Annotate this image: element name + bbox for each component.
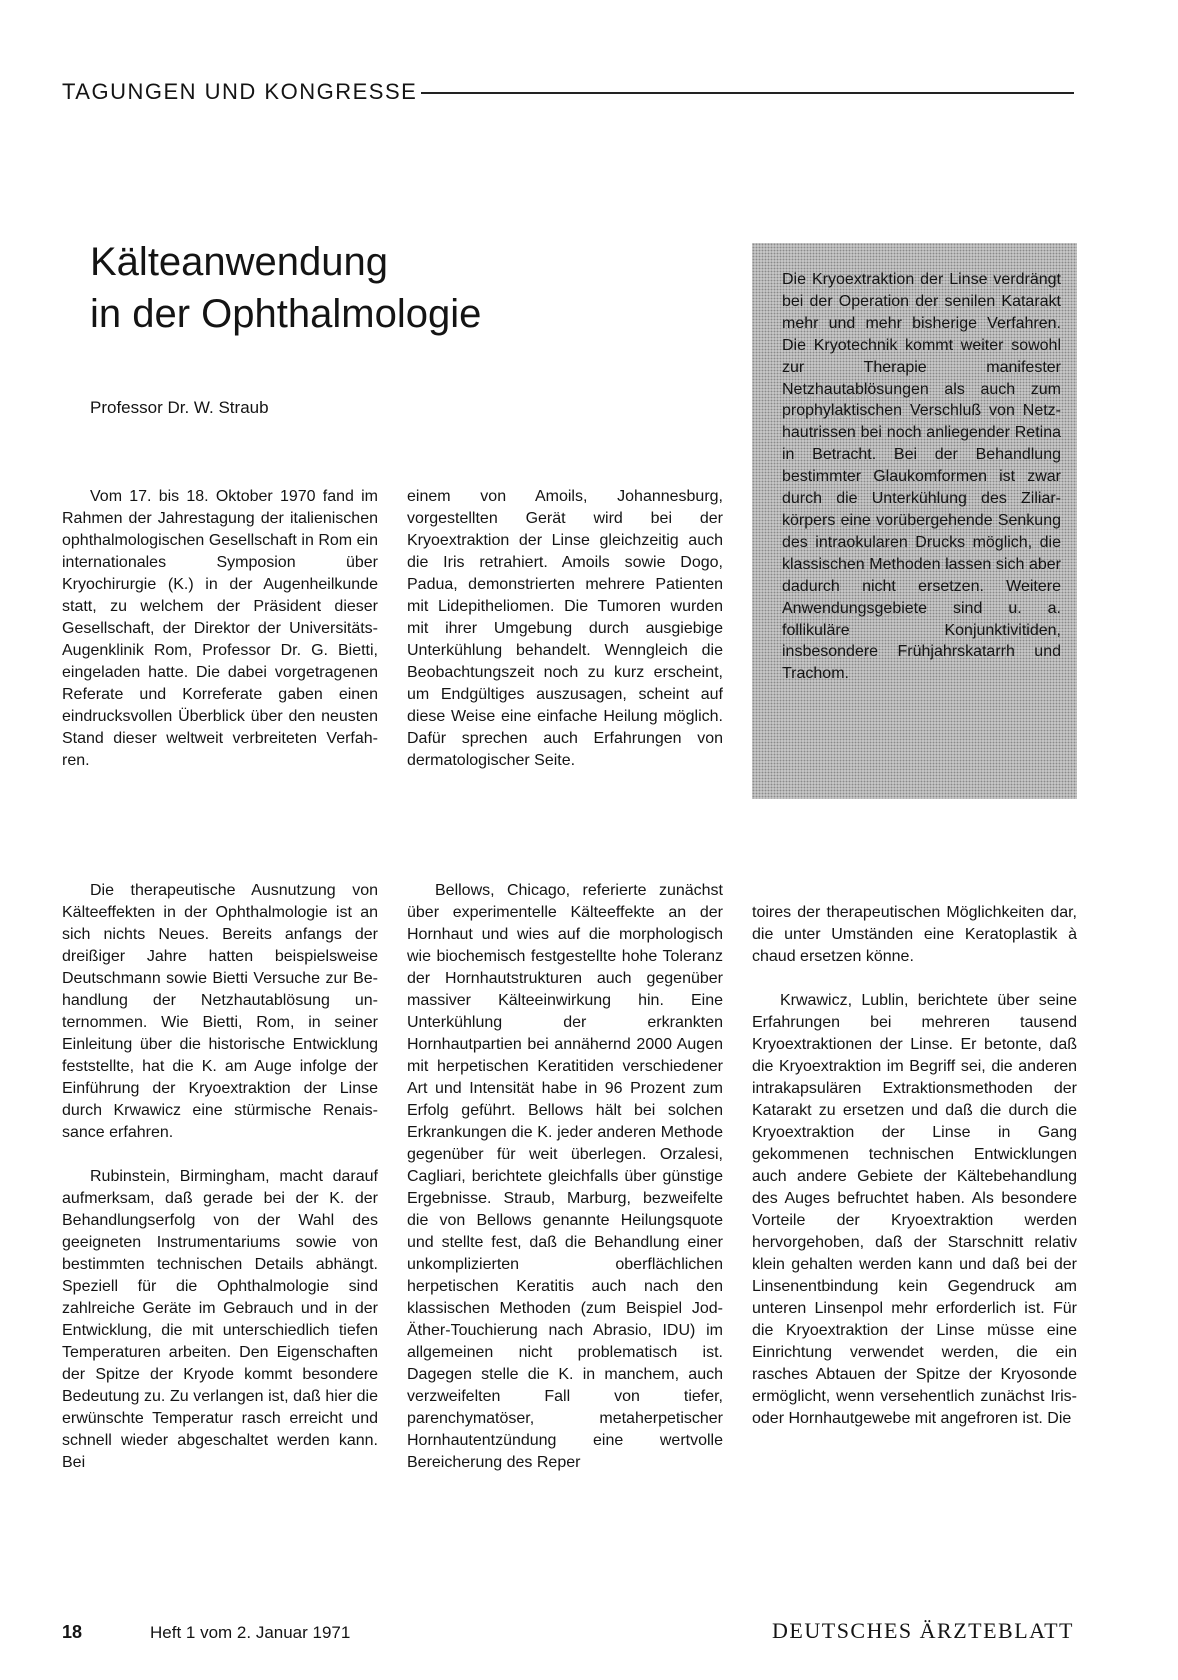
article-author: Professor Dr. W. Straub <box>90 398 269 417</box>
paragraph: toires der therapeutischen Möglichkeiten dar, die unter Umständen eine Keratoplastik à chaud ersetzen könne. <box>752 904 1077 965</box>
paragraph: Rubinstein, Birmingham, macht darauf aufmerksam, daß gerade bei der K. der Behandlungserfolg von der Wahl des geeigneten Instrumentariums sowie von bestimmten technischen Details abhängt. Speziell für die Ophthalmologie sind zahlreiche Geräte im Gebrauch und in der Entwicklung, die mit unterschiedlich tiefen Temperaturen arbeiten. Den Eigenschaften der Spitze der Kryode kommt besondere Bedeutung zu. Zu verlangen ist, daß hier die erwünschte Temperatur rasch erreicht und schnell wieder abgeschaltet werden kann. Bei <box>62 1168 378 1471</box>
section-rule <box>421 92 1074 94</box>
summary-text: Die Kryoextraktion der Linse verdrängt bei der Operation der senilen Katarakt mehr und mehr bisherige Verfahren. Die Kryotechnik kommt weiter sowohl zur Therapie manifester Netzhautablösungen als auch zum prophylaktischen Verschluß von Netzhautrissen bei noch anliegender Retina in Betracht. Bei der Behandlung bestimmter Glaukomformen ist zwar durch die Unterkühlung des Ziliarkörpers eine vorübergehende Senkung des intraokularen Drucks möglich, die klassischen Methoden lassen sich aber dadurch nicht ersetzen. Weitere Anwendungsgebiete sind u. a. follikuläre Konjunktivitiden, insbesondere Frühjahrskatarrh und Trachom. <box>782 271 1061 683</box>
issue-info: Heft 1 vom 2. Januar 1971 <box>150 1623 351 1642</box>
paragraph: Die therapeutische Ausnutzung von Kälteeffekten in der Ophthalmologie ist an sich nichts Neues. Bereits anfangs der dreißiger Jahre hatten beispielsweise Deutschmann sowie Bietti Versuche zur Behandlung der Netzhautablösung unternommen. Wie Bietti, Rom, in seiner Einleitung über die historische Entwicklung feststellte, hat die K. am Auge infolge der Einführung der Kryoextraktion der Linse durch Krwawicz eine stürmische Renaissance erfahren. <box>62 882 378 1141</box>
column-3 <box>752 902 1077 1452</box>
page-number: 18 <box>62 1622 83 1642</box>
paragraph: einem von Amoils, Johannesburg, vorgestellten Gerät wird bei der Kryoextraktion der Linse gleichzeitig auch die Iris retrahiert. Amoils sowie Dogo, Padua, demonstrierten mehrere Patienten mit Lidepitheliomen. Die Tumoren wurden mit ihrer Umgebung durch ausgiebige Unterkühlung behandelt. Wenngleich die Beobachtungszeit noch zu kurz erscheint, um Endgültiges auszusagen, scheint auf diese Weise eine einfache Heilung möglich. Dafür sprechen auch Erfahrungen von dermatologischer Seite. <box>407 488 723 769</box>
article-title-line-1: Kälteanwendung <box>90 240 389 284</box>
paragraph: Bellows, Chicago, referierte zunächst über experimentelle Kälteeffekte an der Hornhaut und wies auf die morphologisch wie biochemisch festgestellte hohe Toleranz der Hornhautstrukturen auch gegenüber massiver Kälteeinwirkung hin. Eine Unterkühlung der erkrankten Hornhautpartien bei annähernd 2000 Augen mit herpetischen Keratitiden verschiedener Art und Intensität habe in 96 Prozent zum Erfolg geführt. Bellows hält bei solchen Erkrankungen die K. jeder anderen Methode gegenüber für weit überlegen. Orzalesi, Cagliari, berichtete gleichfalls über günstige Ergebnisse. Straub, Marburg, bezweifelte die von Bellows genannte Heilungsquote und stellte fest, daß die Behandlung einer unkomplizierten oberflächlichen herpetischen Keratitis auch nach den klassischen Methoden (zum Beispiel Jod-Äther-Touchierung nach Abrasio, IDU) im allgemeinen nicht problematisch ist. Dagegen stelle die K. in manchem, auch verzweifelten Fall von tiefer, parenchymatöser, metaherpetischer Hornhautentzündung eine wertvolle Bereicherung des Reper <box>407 882 723 1471</box>
column-2-upper <box>407 486 723 794</box>
column-2-lower <box>407 880 723 1496</box>
paragraph: Krwawicz, Lublin, berichtete über seine Erfahrungen bei mehreren tausend Kryoextraktionen der Linse. Er betonte, daß die Kryoextraktion im Begriff sei, die anderen intrakapsulären Extraktionsmethoden der Katarakt zu ersetzen und daß die durch die Kryoextraktion der Linse in Gang gekommenen technischen Entwicklungen auch andere Gebiete der Kältebehandlung des Auges befruchtet haben. Als besondere Vorteile der Kryoextraktion werden hervorgehoben, daß der Starschnitt relativ klein gehalten werden kann und daß bei der Linsenentbindung kein Gegendruck am unteren Linsenpol mehr erforderlich ist. Für die Kryoextraktion der Linse müsse eine Einrichtung verwendet werden, die ein rasches Abtauen der Spitze der Kryosonde ermöglicht, wenn versehentlich zunächst Iris- oder Hornhautgewebe mit angefroren ist. Die <box>752 992 1077 1427</box>
page-footer <box>62 1618 1074 1648</box>
column-1-upper <box>62 486 378 794</box>
article-title-line-2: in der Ophthalmologie <box>90 292 482 336</box>
paragraph: Vom 17. bis 18. Oktober 1970 fand im Rahmen der Jahrestagung der italienischen ophthalmologischen Gesellschaft in Rom ein internationales Symposion über Kryochirurgie (K.) in der Augenheilkunde statt, zu welchem der Präsident dieser Gesellschaft, der Direktor der Universitäts-Augenklinik Rom, Professor Dr. G. Bietti, eingeladen hatte. Die dabei vorgetragenen Referate und Korreferate gaben einen eindrucksvollen Überblick über den neusten Stand dieser weltweit verbreiteten Verfahren. <box>62 488 378 769</box>
journal-name: DEUTSCHES ÄRZTEBLATT <box>772 1618 1074 1643</box>
summary-box <box>752 243 1077 799</box>
column-1-lower <box>62 880 378 1496</box>
section-header <box>62 80 1074 104</box>
article-title <box>90 236 690 340</box>
section-title: TAGUNGEN UND KONGRESSE <box>62 79 418 104</box>
